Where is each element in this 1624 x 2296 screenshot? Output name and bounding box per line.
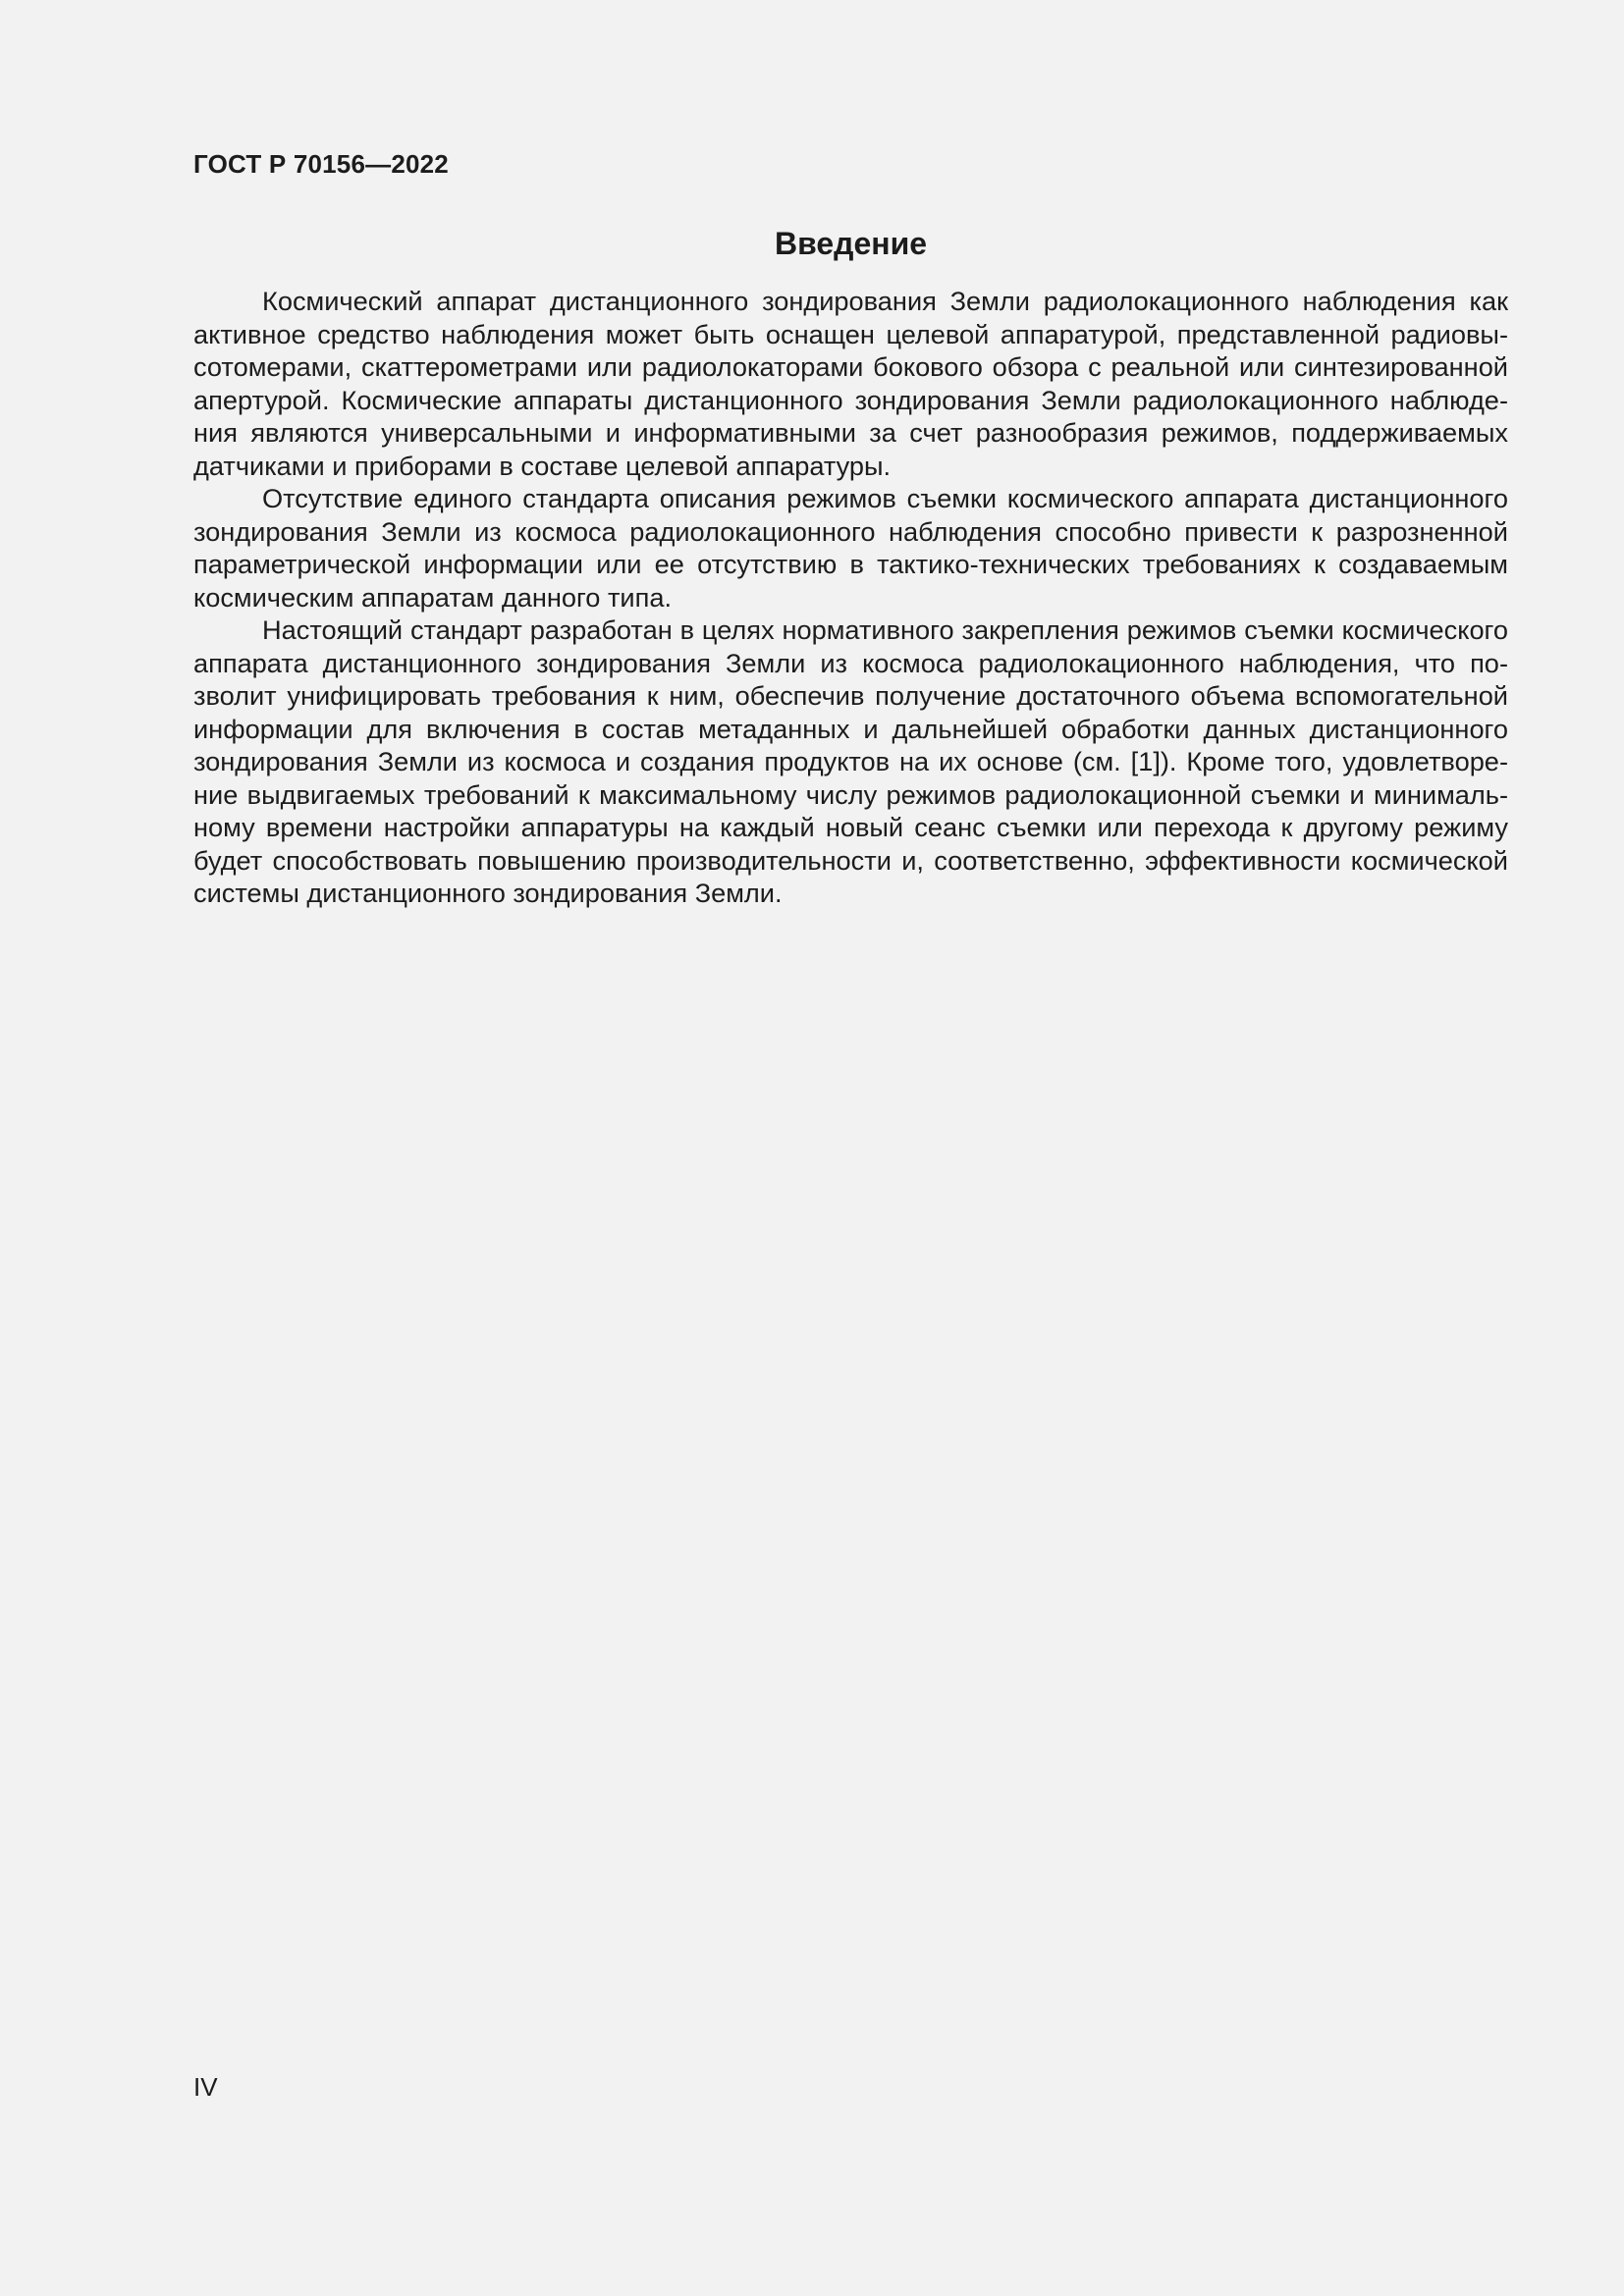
- document-code-header: ГОСТ Р 70156—2022: [193, 149, 449, 179]
- paragraph-3: Настоящий стандарт разработан в целях нормативного закрепления режимов съемки космического аппарата дистанционного зондирования Земли из космоса радиолокационного наблюдения, что позволит унифицировать требования к ним, обеспечив получение достаточного объема вспомогательной информации для включения в состав метаданных и дальнейшей обработки данных дистанционного зондирования Земли из космоса и создания продуктов на их основе (см. [1]). Кроме того, удовлетворение выдвигаемых требований к максимальному числу режимов радиолокационной съемки и минимальному времени настройки аппаратуры на каждый новый сеанс съемки или перехода к другому режиму будет способствовать повышению производительности и, соответственно, эффективности космической системы дистанционного зондирования Земли.: [193, 614, 1508, 908]
- section-title: Введение: [774, 226, 928, 261]
- paragraph-1: Космический аппарат дистанционного зондирования Земли радиолокационного наблюдения как активное средство наблюдения может быть оснащен целевой аппаратурой, представленной радиовысотомерами, скаттерометрами или радиолокаторами бокового обзора с реальной или синтезированной апертурой. Космические аппараты дистанционного зондирования Земли радиолокационного наблюдения являются универсальными и информативными за счет разнообразия режимов, поддерживаемых датчиками и приборами в составе целевой аппаратуры.: [193, 286, 1508, 481]
- document-page: [193, 0, 1508, 2296]
- page-number: IV: [193, 2072, 218, 2102]
- paragraph-2: Отсутствие единого стандарта описания режимов съемки космического аппарата дистанционного зондирования Земли из космоса радиолокационного наблюдения способно привести к разрозненной параметрической информации или ее отсутствию в тактико-технических требованиях к создаваемым космическим аппаратам данного типа.: [193, 483, 1508, 613]
- introduction-body: [193, 285, 1508, 910]
